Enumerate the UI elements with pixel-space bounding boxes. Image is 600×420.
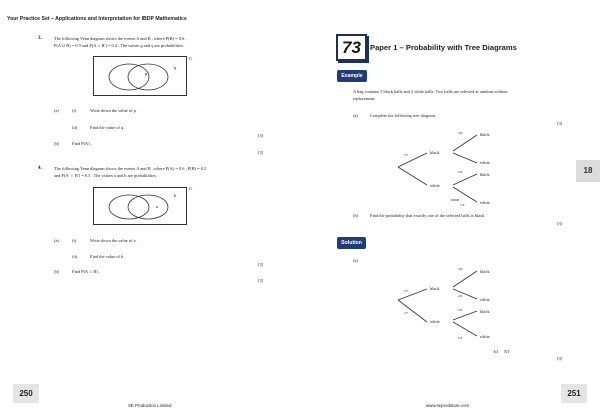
- q3-venn-circle-a: [109, 64, 149, 90]
- q3-part-aii-label: (ii): [72, 125, 78, 130]
- tree2-branch-bb: [453, 271, 477, 287]
- q4-venn-b: b: [174, 193, 177, 198]
- q4-venn-circle-a: [109, 195, 149, 219]
- topic-title: Paper 1 – Probability with Tree Diagrams: [370, 43, 517, 52]
- right-page-number: 251: [561, 384, 587, 403]
- topic-number-badge: 73: [336, 34, 367, 61]
- tree1-branch-bw: [453, 153, 477, 163]
- tree1-prob-ww: 1/6: [460, 203, 465, 207]
- tree2-node-ww: white: [480, 334, 490, 339]
- q4-venn-circle-b: [128, 195, 168, 219]
- tree1-prob-first-black: 5/7: [404, 153, 409, 157]
- tree2-node-white: white: [430, 319, 440, 324]
- tree2-prob-bb: 4/6: [458, 267, 463, 271]
- q3-part-aii-text: Find the value of q .: [90, 125, 126, 130]
- tree1-node-bw: white: [480, 160, 490, 165]
- q4-stem-line1: The following Venn diagram shows the events A and B , where P(A) = 0.6 , P(B) = 0.2: [54, 166, 207, 171]
- q3-part-b-marks: [3]: [258, 150, 264, 155]
- tree1-branch-black: [398, 153, 427, 167]
- q4-part-b-marks: [3]: [258, 278, 264, 283]
- q4-venn-svg: [94, 188, 188, 226]
- q3-part-ai-label: (i): [72, 108, 77, 113]
- example-part-a-marks: [3]: [557, 121, 563, 126]
- tree2-prob-first-white: 2/7: [404, 311, 409, 315]
- tree1-prob-bb: 4/6: [458, 131, 463, 135]
- example-tree-diagram: [395, 126, 505, 210]
- solution-part-a-label: (a): [353, 258, 358, 263]
- tree2-prob-first-black: 5/7: [404, 289, 409, 293]
- q3-venn-diagram: [93, 56, 187, 96]
- example-stem-line2: replacement.: [353, 96, 376, 101]
- q4-venn-diagram: [93, 187, 187, 225]
- q4-part-ai-text: Write down the value of a .: [90, 238, 138, 243]
- q3-venn-svg: [94, 57, 188, 97]
- tree2-prob-ww: 1/6: [458, 336, 463, 340]
- q4-part-b-label: (b): [54, 269, 60, 274]
- q3-part-a-marks: [3]: [258, 133, 264, 138]
- tree2-branch-ww: [453, 322, 477, 336]
- tree1-branch-bb: [453, 135, 477, 151]
- q3-stem-line2: P(A ∪ B) = 0.9 and P(A ∩ B′) = 0.4 . The values p and q are probabilities.: [54, 43, 185, 48]
- example-part-b-text: Find the probability that exactly one of the selected balls is black.: [370, 213, 486, 218]
- q3-part-b-text: Find P(A) .: [72, 141, 92, 146]
- tree1-branch-white: [398, 167, 427, 185]
- q3-stem-line1: The following Venn diagram shows the events A and B , where P(B) = 0.6 ,: [54, 36, 187, 41]
- page-header-title: Your Practice Set – Applications and Interpretation for IBDP Mathematics: [7, 16, 187, 22]
- solution-mark-codes: A3 N3: [493, 349, 510, 354]
- q3-part-ai-text: Write down the value of p .: [90, 108, 138, 113]
- tree1-node-white: white: [430, 183, 440, 188]
- solution-label: Solution: [337, 237, 366, 249]
- tree2-branch-white: [398, 300, 427, 322]
- q3-venn-q: q: [174, 65, 177, 70]
- example-label: Example: [337, 70, 367, 82]
- solution-marks: [3]: [557, 356, 563, 361]
- tree2-node-bb: black: [480, 269, 490, 274]
- tree2-prob-wb: 5/6: [458, 308, 463, 312]
- example-part-b-marks: [3]: [557, 221, 563, 226]
- q3-part-b-label: (b): [54, 141, 60, 146]
- chapter-side-tab: 18: [576, 160, 600, 182]
- q3-number: 3.: [38, 36, 42, 41]
- q4-venn-a: a: [156, 204, 159, 209]
- q4-part-a-label: (a): [54, 238, 59, 243]
- tree2-node-black: black: [430, 286, 440, 291]
- example-stem-line1: A bag contains 5 black balls and 2 white balls. Two balls are selected at random without: [353, 89, 508, 94]
- q3-venn-p: p: [145, 71, 148, 76]
- tree1-branch-wb: [453, 174, 477, 185]
- tree2-branch-bw: [453, 289, 477, 299]
- tree2-branch-black: [398, 289, 427, 300]
- q4-number: 4.: [38, 166, 42, 171]
- tree1-node-wb: black: [480, 172, 490, 177]
- tree1-node-bb: black: [480, 132, 490, 137]
- example-part-a-text: Complete the following tree diagram.: [370, 113, 436, 118]
- tree1-prob-wb: 5/6: [458, 170, 463, 174]
- example-part-a-label: (a): [353, 113, 358, 118]
- right-footer-website: www.seprodstore.com: [426, 403, 470, 408]
- tree2-branch-wb: [453, 311, 477, 320]
- q4-part-a-marks: [3]: [258, 262, 264, 267]
- tree2-node-wb: black: [480, 309, 490, 314]
- tree1-node-black: black: [430, 150, 440, 155]
- tree1-node-ww: white: [480, 200, 490, 205]
- q4-stem-line2: and P(A′ ∩ B′) = 0.3 . The values a and b are probabilities.: [54, 173, 158, 178]
- q4-part-aii-label: (ii): [72, 254, 78, 259]
- q4-part-aii-text: Find the value of b .: [90, 254, 126, 259]
- left-page-number: 250: [13, 384, 39, 403]
- solution-tree-diagram: [395, 264, 505, 344]
- q4-part-ai-label: (i): [72, 238, 77, 243]
- left-footer-publisher: SE Production Limited: [128, 403, 172, 408]
- example-part-b-label: (b): [353, 213, 359, 218]
- tree2-node-bw: white: [480, 297, 490, 302]
- tree2-prob-bw: 2/6: [458, 294, 463, 298]
- q4-venn-u-label: U: [189, 186, 193, 191]
- q3-part-a-label: (a): [54, 108, 59, 113]
- q3-venn-circle-b: [128, 64, 168, 90]
- q3-venn-u-label: U: [189, 56, 193, 61]
- q4-part-b-text: Find P(A ∩ B) .: [72, 269, 100, 274]
